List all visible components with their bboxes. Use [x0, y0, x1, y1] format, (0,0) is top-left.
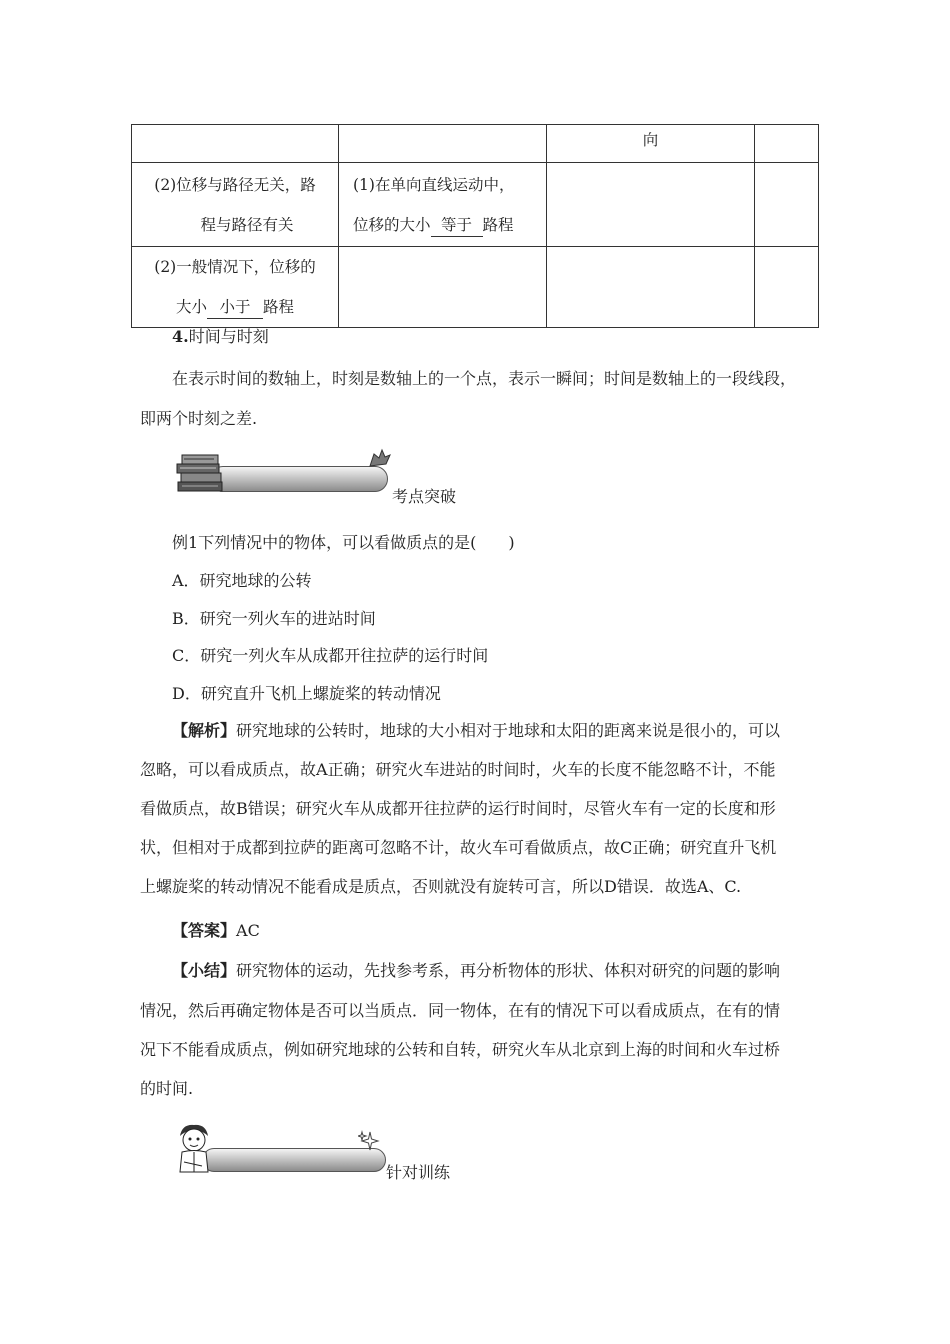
cell-text-post: 路程	[263, 298, 295, 316]
summary-tag: 【小结】	[172, 961, 237, 980]
student-icon	[172, 1122, 216, 1178]
table-cell	[132, 125, 339, 163]
table-cell	[755, 125, 819, 163]
leaf-icon	[366, 448, 392, 470]
banner-label: 考点突破	[392, 487, 457, 506]
paragraph-line: 即两个时刻之差.	[140, 409, 258, 428]
table-row	[132, 125, 819, 163]
analysis-line: 忽略，可以看成质点，故A正确；研究火车进站的时间时，火车的长度不能忽略不计，不能	[140, 760, 776, 779]
table-cell	[547, 125, 755, 163]
section-title: 时间与时刻	[188, 327, 269, 346]
cell-text: (1)在单向直线运动中，	[353, 176, 515, 194]
table-cell	[339, 247, 547, 328]
answer-line	[172, 918, 260, 941]
option-b: B．研究一列火车的进站时间	[172, 609, 376, 628]
summary-line: 情况，然后再确定物体是否可以当质点．同一物体，在有的情况下可以看成质点，在有的情	[140, 1001, 781, 1020]
table-cell	[132, 247, 339, 328]
cell-text	[353, 205, 546, 245]
table-row	[132, 163, 819, 247]
books-icon	[172, 448, 232, 498]
cell-text: (2)一般情况下，位移的	[154, 258, 316, 276]
summary-text: 研究物体的运动，先找参考系，再分析物体的形状、体积对研究的问题的影响	[236, 961, 781, 980]
table-cell	[755, 163, 819, 247]
sparkle-icon	[358, 1130, 380, 1152]
analysis-line	[172, 718, 780, 741]
question-text: 例1下列情况中的物体，可以看做质点的是( )	[172, 533, 515, 552]
banner-bar	[210, 466, 388, 492]
cell-text-pre: 大小	[175, 298, 207, 316]
cell-text: (2)位移与路径无关，路	[154, 176, 316, 194]
banner-label: 针对训练	[386, 1163, 451, 1182]
analysis-line: 看做质点，故B错误；研究火车从成都开往拉萨的运行时间时，尽管火车有一定的长度和形	[140, 799, 776, 818]
analysis-tag: 【解析】	[172, 721, 237, 740]
option-d: D．研究直升飞机上螺旋桨的转动情况	[172, 684, 441, 703]
table-cell	[132, 163, 339, 247]
table-cell	[755, 247, 819, 328]
table-cell	[339, 163, 547, 247]
analysis-line: 上螺旋桨的转动情况不能看成是质点，否则就没有旋转可言，所以D错误．故选A、C.	[140, 877, 742, 896]
table-cell	[339, 125, 547, 163]
fill-blank: 小于	[207, 296, 263, 319]
cell-text: 向	[642, 131, 659, 149]
analysis-text: 研究地球的公转时，地球的大小相对于地球和太阳的距离来说是很小的，可以	[236, 721, 781, 740]
section-banner-zhendui	[172, 1122, 472, 1182]
answer-tag: 【答案】	[172, 921, 237, 940]
fill-blank: 等于	[431, 214, 483, 237]
cell-text: 程与路径有关	[200, 216, 294, 234]
section-heading	[172, 326, 269, 348]
section-banner-kaodian	[172, 448, 472, 504]
cell-text-pre: 位移的大小	[353, 216, 431, 234]
table-cell	[547, 163, 755, 247]
table-cell	[547, 247, 755, 328]
answer-value: AC	[236, 921, 260, 940]
option-c: C．研究一列火车从成都开往拉萨的运行时间	[172, 646, 489, 665]
analysis-line: 状，但相对于成都到拉萨的距离可忽略不计，故火车可看做质点，故C正确；研究直升飞机	[140, 838, 777, 857]
summary-line: 况下不能看成质点，例如研究地球的公转和自转，研究火车从北京到上海的时间和火车过桥	[140, 1040, 781, 1059]
cell-text-post: 路程	[482, 216, 514, 234]
paragraph-line: 在表示时间的数轴上，时刻是数轴上的一个点，表示一瞬间；时间是数轴上的一段线段，	[172, 369, 797, 388]
table-row	[132, 247, 819, 328]
summary-line	[172, 958, 780, 981]
comparison-table	[131, 124, 819, 328]
option-a: A．研究地球的公转	[172, 571, 312, 590]
cell-text	[132, 287, 338, 327]
summary-line: 的时间.	[140, 1079, 194, 1098]
section-number: 4.	[172, 327, 189, 346]
